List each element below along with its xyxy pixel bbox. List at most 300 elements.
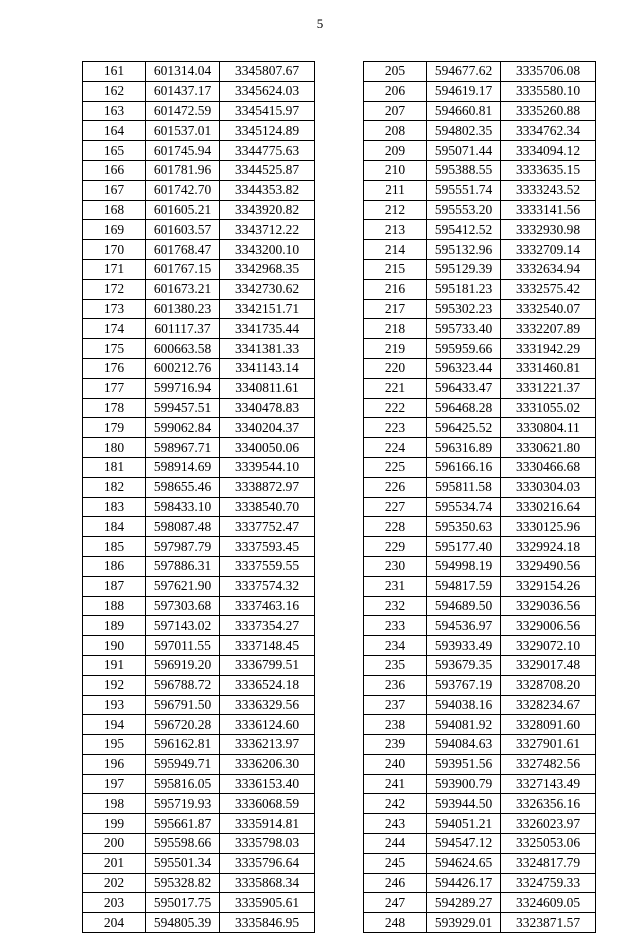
y-coordinate-cell: 3336329.56 — [220, 695, 315, 715]
point-number-cell: 213 — [364, 220, 427, 240]
table-row — [83, 457, 315, 477]
x-coordinate-cell: 601742.70 — [146, 180, 220, 200]
y-coordinate-cell: 3338540.70 — [220, 497, 315, 517]
y-coordinate-cell: 3326023.97 — [501, 814, 596, 834]
x-coordinate-cell: 596425.52 — [427, 418, 501, 438]
coordinates-table-left — [82, 61, 315, 933]
point-number-cell: 221 — [364, 378, 427, 398]
y-coordinate-cell: 3324609.05 — [501, 893, 596, 913]
y-coordinate-cell: 3325053.06 — [501, 834, 596, 854]
x-coordinate-cell: 594536.97 — [427, 616, 501, 636]
table-row — [83, 160, 315, 180]
y-coordinate-cell: 3337559.55 — [220, 556, 315, 576]
y-coordinate-cell: 3337574.32 — [220, 576, 315, 596]
point-number-cell: 203 — [83, 893, 146, 913]
table-row — [364, 853, 596, 873]
table-row — [364, 834, 596, 854]
y-coordinate-cell: 3333243.52 — [501, 180, 596, 200]
x-coordinate-cell: 600663.58 — [146, 339, 220, 359]
x-coordinate-cell: 595553.20 — [427, 200, 501, 220]
table-row — [364, 596, 596, 616]
x-coordinate-cell: 598087.48 — [146, 517, 220, 537]
table-row — [83, 556, 315, 576]
point-number-cell: 165 — [83, 141, 146, 161]
y-coordinate-cell: 3343712.22 — [220, 220, 315, 240]
table-row — [364, 695, 596, 715]
table-row — [364, 616, 596, 636]
table-row — [83, 834, 315, 854]
point-number-cell: 233 — [364, 616, 427, 636]
y-coordinate-cell: 3327482.56 — [501, 754, 596, 774]
y-coordinate-cell: 3336206.30 — [220, 754, 315, 774]
x-coordinate-cell: 594624.65 — [427, 853, 501, 873]
y-coordinate-cell: 3328091.60 — [501, 715, 596, 735]
y-coordinate-cell: 3323871.57 — [501, 913, 596, 933]
y-coordinate-cell: 3341143.14 — [220, 358, 315, 378]
x-coordinate-cell: 593929.01 — [427, 913, 501, 933]
x-coordinate-cell: 595017.75 — [146, 893, 220, 913]
table-row — [364, 378, 596, 398]
coordinates-table-right — [363, 61, 596, 933]
point-number-cell: 200 — [83, 834, 146, 854]
x-coordinate-cell: 595132.96 — [427, 240, 501, 260]
table-row — [364, 576, 596, 596]
y-coordinate-cell: 3331942.29 — [501, 339, 596, 359]
y-coordinate-cell: 3336068.59 — [220, 794, 315, 814]
point-number-cell: 247 — [364, 893, 427, 913]
point-number-cell: 238 — [364, 715, 427, 735]
x-coordinate-cell: 595328.82 — [146, 873, 220, 893]
y-coordinate-cell: 3340204.37 — [220, 418, 315, 438]
table-row — [83, 715, 315, 735]
point-number-cell: 231 — [364, 576, 427, 596]
x-coordinate-cell: 596433.47 — [427, 378, 501, 398]
y-coordinate-cell: 3333141.56 — [501, 200, 596, 220]
x-coordinate-cell: 599716.94 — [146, 378, 220, 398]
x-coordinate-cell: 595181.23 — [427, 279, 501, 299]
point-number-cell: 187 — [83, 576, 146, 596]
x-coordinate-cell: 594689.50 — [427, 596, 501, 616]
x-coordinate-cell: 593933.49 — [427, 636, 501, 656]
x-coordinate-cell: 595071.44 — [427, 141, 501, 161]
y-coordinate-cell: 3329490.56 — [501, 556, 596, 576]
y-coordinate-cell: 3335260.88 — [501, 101, 596, 121]
x-coordinate-cell: 599062.84 — [146, 418, 220, 438]
y-coordinate-cell: 3336799.51 — [220, 655, 315, 675]
table-row — [364, 398, 596, 418]
y-coordinate-cell: 3335905.61 — [220, 893, 315, 913]
table-row — [83, 180, 315, 200]
table-row — [83, 853, 315, 873]
point-number-cell: 246 — [364, 873, 427, 893]
table-row — [364, 220, 596, 240]
point-number-cell: 163 — [83, 101, 146, 121]
point-number-cell: 237 — [364, 695, 427, 715]
table-row — [83, 873, 315, 893]
table-row — [83, 616, 315, 636]
y-coordinate-cell: 3337752.47 — [220, 517, 315, 537]
y-coordinate-cell: 3324759.33 — [501, 873, 596, 893]
x-coordinate-cell: 594038.16 — [427, 695, 501, 715]
point-number-cell: 191 — [83, 655, 146, 675]
y-coordinate-cell: 3335868.34 — [220, 873, 315, 893]
x-coordinate-cell: 596323.44 — [427, 358, 501, 378]
y-coordinate-cell: 3337463.16 — [220, 596, 315, 616]
x-coordinate-cell: 596788.72 — [146, 675, 220, 695]
point-number-cell: 181 — [83, 457, 146, 477]
x-coordinate-cell: 595598.66 — [146, 834, 220, 854]
x-coordinate-cell: 593900.79 — [427, 774, 501, 794]
point-number-cell: 183 — [83, 497, 146, 517]
table-row — [83, 101, 315, 121]
x-coordinate-cell: 597303.68 — [146, 596, 220, 616]
x-coordinate-cell: 595661.87 — [146, 814, 220, 834]
point-number-cell: 172 — [83, 279, 146, 299]
x-coordinate-cell: 598433.10 — [146, 497, 220, 517]
y-coordinate-cell: 3327901.61 — [501, 735, 596, 755]
x-coordinate-cell: 595302.23 — [427, 299, 501, 319]
x-coordinate-cell: 595949.71 — [146, 754, 220, 774]
point-number-cell: 215 — [364, 259, 427, 279]
point-number-cell: 169 — [83, 220, 146, 240]
x-coordinate-cell: 594998.19 — [427, 556, 501, 576]
table-row — [364, 121, 596, 141]
point-number-cell: 226 — [364, 477, 427, 497]
point-number-cell: 194 — [83, 715, 146, 735]
x-coordinate-cell: 594084.63 — [427, 735, 501, 755]
y-coordinate-cell: 3345624.03 — [220, 81, 315, 101]
x-coordinate-cell: 601745.94 — [146, 141, 220, 161]
x-coordinate-cell: 596919.20 — [146, 655, 220, 675]
table-row — [364, 636, 596, 656]
y-coordinate-cell: 3328234.67 — [501, 695, 596, 715]
x-coordinate-cell: 593679.35 — [427, 655, 501, 675]
point-number-cell: 186 — [83, 556, 146, 576]
x-coordinate-cell: 596166.16 — [427, 457, 501, 477]
table-row — [83, 418, 315, 438]
x-coordinate-cell: 594081.92 — [427, 715, 501, 735]
table-row — [83, 339, 315, 359]
point-number-cell: 225 — [364, 457, 427, 477]
y-coordinate-cell: 3332634.94 — [501, 259, 596, 279]
table-row — [83, 695, 315, 715]
y-coordinate-cell: 3332207.89 — [501, 319, 596, 339]
x-coordinate-cell: 594426.17 — [427, 873, 501, 893]
table-row — [364, 141, 596, 161]
point-number-cell: 199 — [83, 814, 146, 834]
point-number-cell: 164 — [83, 121, 146, 141]
y-coordinate-cell: 3339544.10 — [220, 457, 315, 477]
x-coordinate-cell: 593951.56 — [427, 754, 501, 774]
table-row — [83, 259, 315, 279]
point-number-cell: 207 — [364, 101, 427, 121]
point-number-cell: 240 — [364, 754, 427, 774]
point-number-cell: 243 — [364, 814, 427, 834]
table-row — [364, 735, 596, 755]
table-row — [364, 715, 596, 735]
point-number-cell: 214 — [364, 240, 427, 260]
page-number: 5 — [316, 16, 324, 31]
point-number-cell: 220 — [364, 358, 427, 378]
y-coordinate-cell: 3343920.82 — [220, 200, 315, 220]
table-row — [83, 240, 315, 260]
x-coordinate-cell: 598967.71 — [146, 438, 220, 458]
x-coordinate-cell: 593944.50 — [427, 794, 501, 814]
x-coordinate-cell: 601768.47 — [146, 240, 220, 260]
point-number-cell: 175 — [83, 339, 146, 359]
table-row — [83, 655, 315, 675]
y-coordinate-cell: 3330804.11 — [501, 418, 596, 438]
point-number-cell: 204 — [83, 913, 146, 933]
point-number-cell: 189 — [83, 616, 146, 636]
x-coordinate-cell: 601767.15 — [146, 259, 220, 279]
x-coordinate-cell: 601380.23 — [146, 299, 220, 319]
y-coordinate-cell: 3340478.83 — [220, 398, 315, 418]
y-coordinate-cell: 3344775.63 — [220, 141, 315, 161]
table-row — [83, 576, 315, 596]
table-row — [364, 556, 596, 576]
point-number-cell: 206 — [364, 81, 427, 101]
y-coordinate-cell: 3330125.96 — [501, 517, 596, 537]
y-coordinate-cell: 3332575.42 — [501, 279, 596, 299]
x-coordinate-cell: 598914.69 — [146, 457, 220, 477]
table-row — [83, 636, 315, 656]
y-coordinate-cell: 3341735.44 — [220, 319, 315, 339]
y-coordinate-cell: 3337354.27 — [220, 616, 315, 636]
y-coordinate-cell: 3328708.20 — [501, 675, 596, 695]
point-number-cell: 192 — [83, 675, 146, 695]
x-coordinate-cell: 596162.81 — [146, 735, 220, 755]
y-coordinate-cell: 3330304.03 — [501, 477, 596, 497]
x-coordinate-cell: 597886.31 — [146, 556, 220, 576]
point-number-cell: 234 — [364, 636, 427, 656]
table-row — [83, 517, 315, 537]
table-row — [364, 893, 596, 913]
table-row — [364, 457, 596, 477]
table-row — [364, 358, 596, 378]
point-number-cell: 242 — [364, 794, 427, 814]
x-coordinate-cell: 594051.21 — [427, 814, 501, 834]
y-coordinate-cell: 3345807.67 — [220, 62, 315, 82]
x-coordinate-cell: 597143.02 — [146, 616, 220, 636]
y-coordinate-cell: 3340050.06 — [220, 438, 315, 458]
point-number-cell: 223 — [364, 418, 427, 438]
x-coordinate-cell: 595177.40 — [427, 537, 501, 557]
table-row — [83, 220, 315, 240]
point-number-cell: 210 — [364, 160, 427, 180]
x-coordinate-cell: 601314.04 — [146, 62, 220, 82]
y-coordinate-cell: 3345124.89 — [220, 121, 315, 141]
x-coordinate-cell: 601605.21 — [146, 200, 220, 220]
table-row — [83, 477, 315, 497]
y-coordinate-cell: 3333635.15 — [501, 160, 596, 180]
x-coordinate-cell: 595412.52 — [427, 220, 501, 240]
table-row — [364, 655, 596, 675]
y-coordinate-cell: 3329006.56 — [501, 616, 596, 636]
point-number-cell: 190 — [83, 636, 146, 656]
y-coordinate-cell: 3329072.10 — [501, 636, 596, 656]
point-number-cell: 195 — [83, 735, 146, 755]
x-coordinate-cell: 596316.89 — [427, 438, 501, 458]
point-number-cell: 208 — [364, 121, 427, 141]
point-number-cell: 224 — [364, 438, 427, 458]
table-row — [83, 537, 315, 557]
y-coordinate-cell: 3344525.87 — [220, 160, 315, 180]
point-number-cell: 185 — [83, 537, 146, 557]
point-number-cell: 198 — [83, 794, 146, 814]
point-number-cell: 166 — [83, 160, 146, 180]
y-coordinate-cell: 3336213.97 — [220, 735, 315, 755]
x-coordinate-cell: 595534.74 — [427, 497, 501, 517]
table-row — [364, 438, 596, 458]
table-row — [83, 596, 315, 616]
table-row — [364, 873, 596, 893]
x-coordinate-cell: 597011.55 — [146, 636, 220, 656]
table-row — [364, 319, 596, 339]
x-coordinate-cell: 596791.50 — [146, 695, 220, 715]
y-coordinate-cell: 3336524.18 — [220, 675, 315, 695]
y-coordinate-cell: 3324817.79 — [501, 853, 596, 873]
y-coordinate-cell: 3332930.98 — [501, 220, 596, 240]
table-row — [364, 101, 596, 121]
point-number-cell: 245 — [364, 853, 427, 873]
y-coordinate-cell: 3337148.45 — [220, 636, 315, 656]
x-coordinate-cell: 597621.90 — [146, 576, 220, 596]
x-coordinate-cell: 595811.58 — [427, 477, 501, 497]
table-row — [364, 160, 596, 180]
point-number-cell: 248 — [364, 913, 427, 933]
y-coordinate-cell: 3331055.02 — [501, 398, 596, 418]
y-coordinate-cell: 3330216.64 — [501, 497, 596, 517]
y-coordinate-cell: 3344353.82 — [220, 180, 315, 200]
y-coordinate-cell: 3327143.49 — [501, 774, 596, 794]
y-coordinate-cell: 3331460.81 — [501, 358, 596, 378]
point-number-cell: 202 — [83, 873, 146, 893]
point-number-cell: 176 — [83, 358, 146, 378]
y-coordinate-cell: 3332709.14 — [501, 240, 596, 260]
point-number-cell: 228 — [364, 517, 427, 537]
table-row — [364, 477, 596, 497]
table-row — [83, 675, 315, 695]
table-row — [364, 814, 596, 834]
y-coordinate-cell: 3332540.07 — [501, 299, 596, 319]
point-number-cell: 180 — [83, 438, 146, 458]
point-number-cell: 218 — [364, 319, 427, 339]
point-number-cell: 177 — [83, 378, 146, 398]
table-row — [83, 913, 315, 933]
point-number-cell: 171 — [83, 259, 146, 279]
table-row — [83, 319, 315, 339]
table-row — [83, 62, 315, 82]
point-number-cell: 230 — [364, 556, 427, 576]
y-coordinate-cell: 3337593.45 — [220, 537, 315, 557]
point-number-cell: 182 — [83, 477, 146, 497]
table-row — [83, 754, 315, 774]
x-coordinate-cell: 593767.19 — [427, 675, 501, 695]
x-coordinate-cell: 594805.39 — [146, 913, 220, 933]
point-number-cell: 229 — [364, 537, 427, 557]
y-coordinate-cell: 3343200.10 — [220, 240, 315, 260]
y-coordinate-cell: 3334762.34 — [501, 121, 596, 141]
y-coordinate-cell: 3329017.48 — [501, 655, 596, 675]
point-number-cell: 244 — [364, 834, 427, 854]
y-coordinate-cell: 3335706.08 — [501, 62, 596, 82]
x-coordinate-cell: 599457.51 — [146, 398, 220, 418]
x-coordinate-cell: 601472.59 — [146, 101, 220, 121]
y-coordinate-cell: 3335796.64 — [220, 853, 315, 873]
y-coordinate-cell: 3331221.37 — [501, 378, 596, 398]
point-number-cell: 179 — [83, 418, 146, 438]
x-coordinate-cell: 595501.34 — [146, 853, 220, 873]
table-row — [83, 279, 315, 299]
table-row — [83, 893, 315, 913]
y-coordinate-cell: 3335798.03 — [220, 834, 315, 854]
point-number-cell: 236 — [364, 675, 427, 695]
y-coordinate-cell: 3329036.56 — [501, 596, 596, 616]
table-row — [364, 418, 596, 438]
point-number-cell: 174 — [83, 319, 146, 339]
table-row — [83, 438, 315, 458]
point-number-cell: 168 — [83, 200, 146, 220]
table-row — [364, 299, 596, 319]
x-coordinate-cell: 595816.05 — [146, 774, 220, 794]
x-coordinate-cell: 594547.12 — [427, 834, 501, 854]
table-row — [364, 774, 596, 794]
y-coordinate-cell: 3345415.97 — [220, 101, 315, 121]
table-row — [364, 62, 596, 82]
y-coordinate-cell: 3335914.81 — [220, 814, 315, 834]
table-row — [364, 240, 596, 260]
x-coordinate-cell: 595551.74 — [427, 180, 501, 200]
y-coordinate-cell: 3330466.68 — [501, 457, 596, 477]
point-number-cell: 232 — [364, 596, 427, 616]
table-row — [83, 794, 315, 814]
table-row — [83, 358, 315, 378]
y-coordinate-cell: 3335580.10 — [501, 81, 596, 101]
point-number-cell: 227 — [364, 497, 427, 517]
x-coordinate-cell: 595959.66 — [427, 339, 501, 359]
x-coordinate-cell: 595719.93 — [146, 794, 220, 814]
table-row — [364, 754, 596, 774]
point-number-cell: 161 — [83, 62, 146, 82]
table-row — [83, 814, 315, 834]
y-coordinate-cell: 3342151.71 — [220, 299, 315, 319]
y-coordinate-cell: 3338872.97 — [220, 477, 315, 497]
x-coordinate-cell: 601781.96 — [146, 160, 220, 180]
point-number-cell: 241 — [364, 774, 427, 794]
y-coordinate-cell: 3329924.18 — [501, 537, 596, 557]
point-number-cell: 217 — [364, 299, 427, 319]
table-row — [83, 200, 315, 220]
x-coordinate-cell: 594619.17 — [427, 81, 501, 101]
x-coordinate-cell: 601603.57 — [146, 220, 220, 240]
table-row — [364, 497, 596, 517]
y-coordinate-cell: 3342968.35 — [220, 259, 315, 279]
y-coordinate-cell: 3341381.33 — [220, 339, 315, 359]
point-number-cell: 193 — [83, 695, 146, 715]
x-coordinate-cell: 594802.35 — [427, 121, 501, 141]
table-row — [83, 81, 315, 101]
point-number-cell: 162 — [83, 81, 146, 101]
x-coordinate-cell: 595350.63 — [427, 517, 501, 537]
x-coordinate-cell: 595388.55 — [427, 160, 501, 180]
x-coordinate-cell: 595129.39 — [427, 259, 501, 279]
y-coordinate-cell: 3334094.12 — [501, 141, 596, 161]
table-row — [364, 81, 596, 101]
table-row — [83, 774, 315, 794]
x-coordinate-cell: 594289.27 — [427, 893, 501, 913]
point-number-cell: 216 — [364, 279, 427, 299]
